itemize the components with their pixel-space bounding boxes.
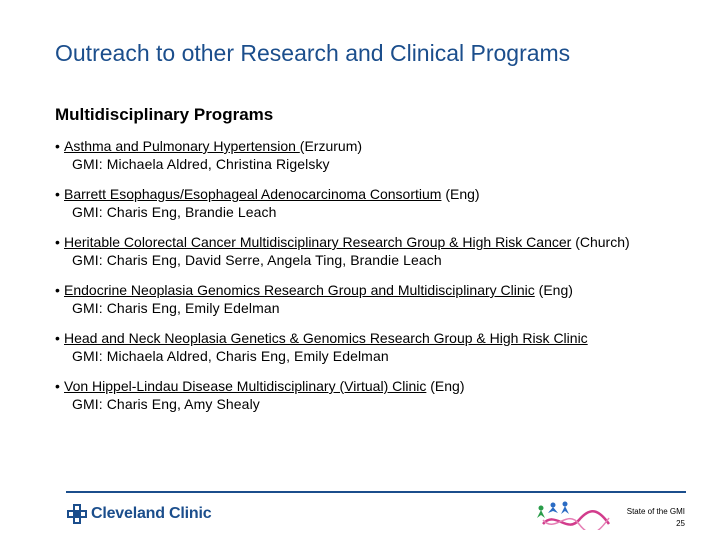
- cleveland-clinic-cross-icon: [67, 504, 87, 524]
- list-item: [55, 233, 720, 281]
- program-name: Heritable Colorectal Cancer Multidisciplinary Research Group & High Risk Cancer: [64, 234, 572, 250]
- footer-divider: [66, 491, 686, 493]
- list-item: [55, 377, 720, 425]
- gmi-members: GMI: Charis Eng, Brandie Leach: [72, 204, 277, 220]
- bullet: •: [55, 186, 60, 202]
- program-lead: (Eng): [534, 282, 573, 298]
- program-lead: (Church): [571, 234, 630, 250]
- bullet: •: [55, 282, 60, 298]
- gmi-members: GMI: Michaela Aldred, Christina Rigelsky: [72, 156, 330, 172]
- list-item: [55, 137, 720, 185]
- gmi-members: GMI: Charis Eng, David Serre, Angela Ting, Brandie Leach: [72, 252, 442, 268]
- cleveland-clinic-logo: [67, 504, 211, 524]
- presentation-name: State of the GMI: [626, 507, 685, 516]
- bullet: •: [55, 378, 60, 394]
- program-name: Barrett Esophagus/Esophageal Adenocarcinoma Consortium: [64, 186, 442, 202]
- list-item: [55, 281, 720, 329]
- gmi-members: GMI: Charis Eng, Emily Edelman: [72, 300, 280, 316]
- dna-figures-icon: [533, 500, 611, 530]
- program-lead: (Eng): [426, 378, 465, 394]
- slide-title: Outreach to other Research and Clinical Programs: [55, 40, 571, 66]
- bullet: •: [55, 234, 60, 250]
- program-name: Asthma and Pulmonary Hypertension: [64, 138, 300, 154]
- gmi-members: GMI: Michaela Aldred, Charis Eng, Emily Edelman: [72, 348, 389, 364]
- page-number: 25: [676, 519, 685, 528]
- logo-text: Cleveland Clinic: [91, 505, 212, 522]
- program-name: Von Hippel-Lindau Disease Multidisciplinary (Virtual) Clinic: [64, 378, 427, 394]
- footer-caption: [627, 506, 685, 530]
- list-item: [55, 329, 720, 377]
- bullet: •: [55, 330, 60, 346]
- program-lead: (Eng): [441, 186, 480, 202]
- program-list: [55, 137, 720, 425]
- section-heading: Multidisciplinary Programs: [55, 105, 274, 124]
- program-name: Endocrine Neoplasia Genomics Research Group and Multidisciplinary Clinic: [64, 282, 535, 298]
- gmi-members: GMI: Charis Eng, Amy Shealy: [72, 396, 260, 412]
- bullet: •: [55, 138, 60, 154]
- program-lead: (Erzurum): [299, 138, 363, 154]
- program-name: Head and Neck Neoplasia Genetics & Genomics Research Group & High Risk Clinic: [64, 330, 588, 346]
- list-item: [55, 185, 720, 233]
